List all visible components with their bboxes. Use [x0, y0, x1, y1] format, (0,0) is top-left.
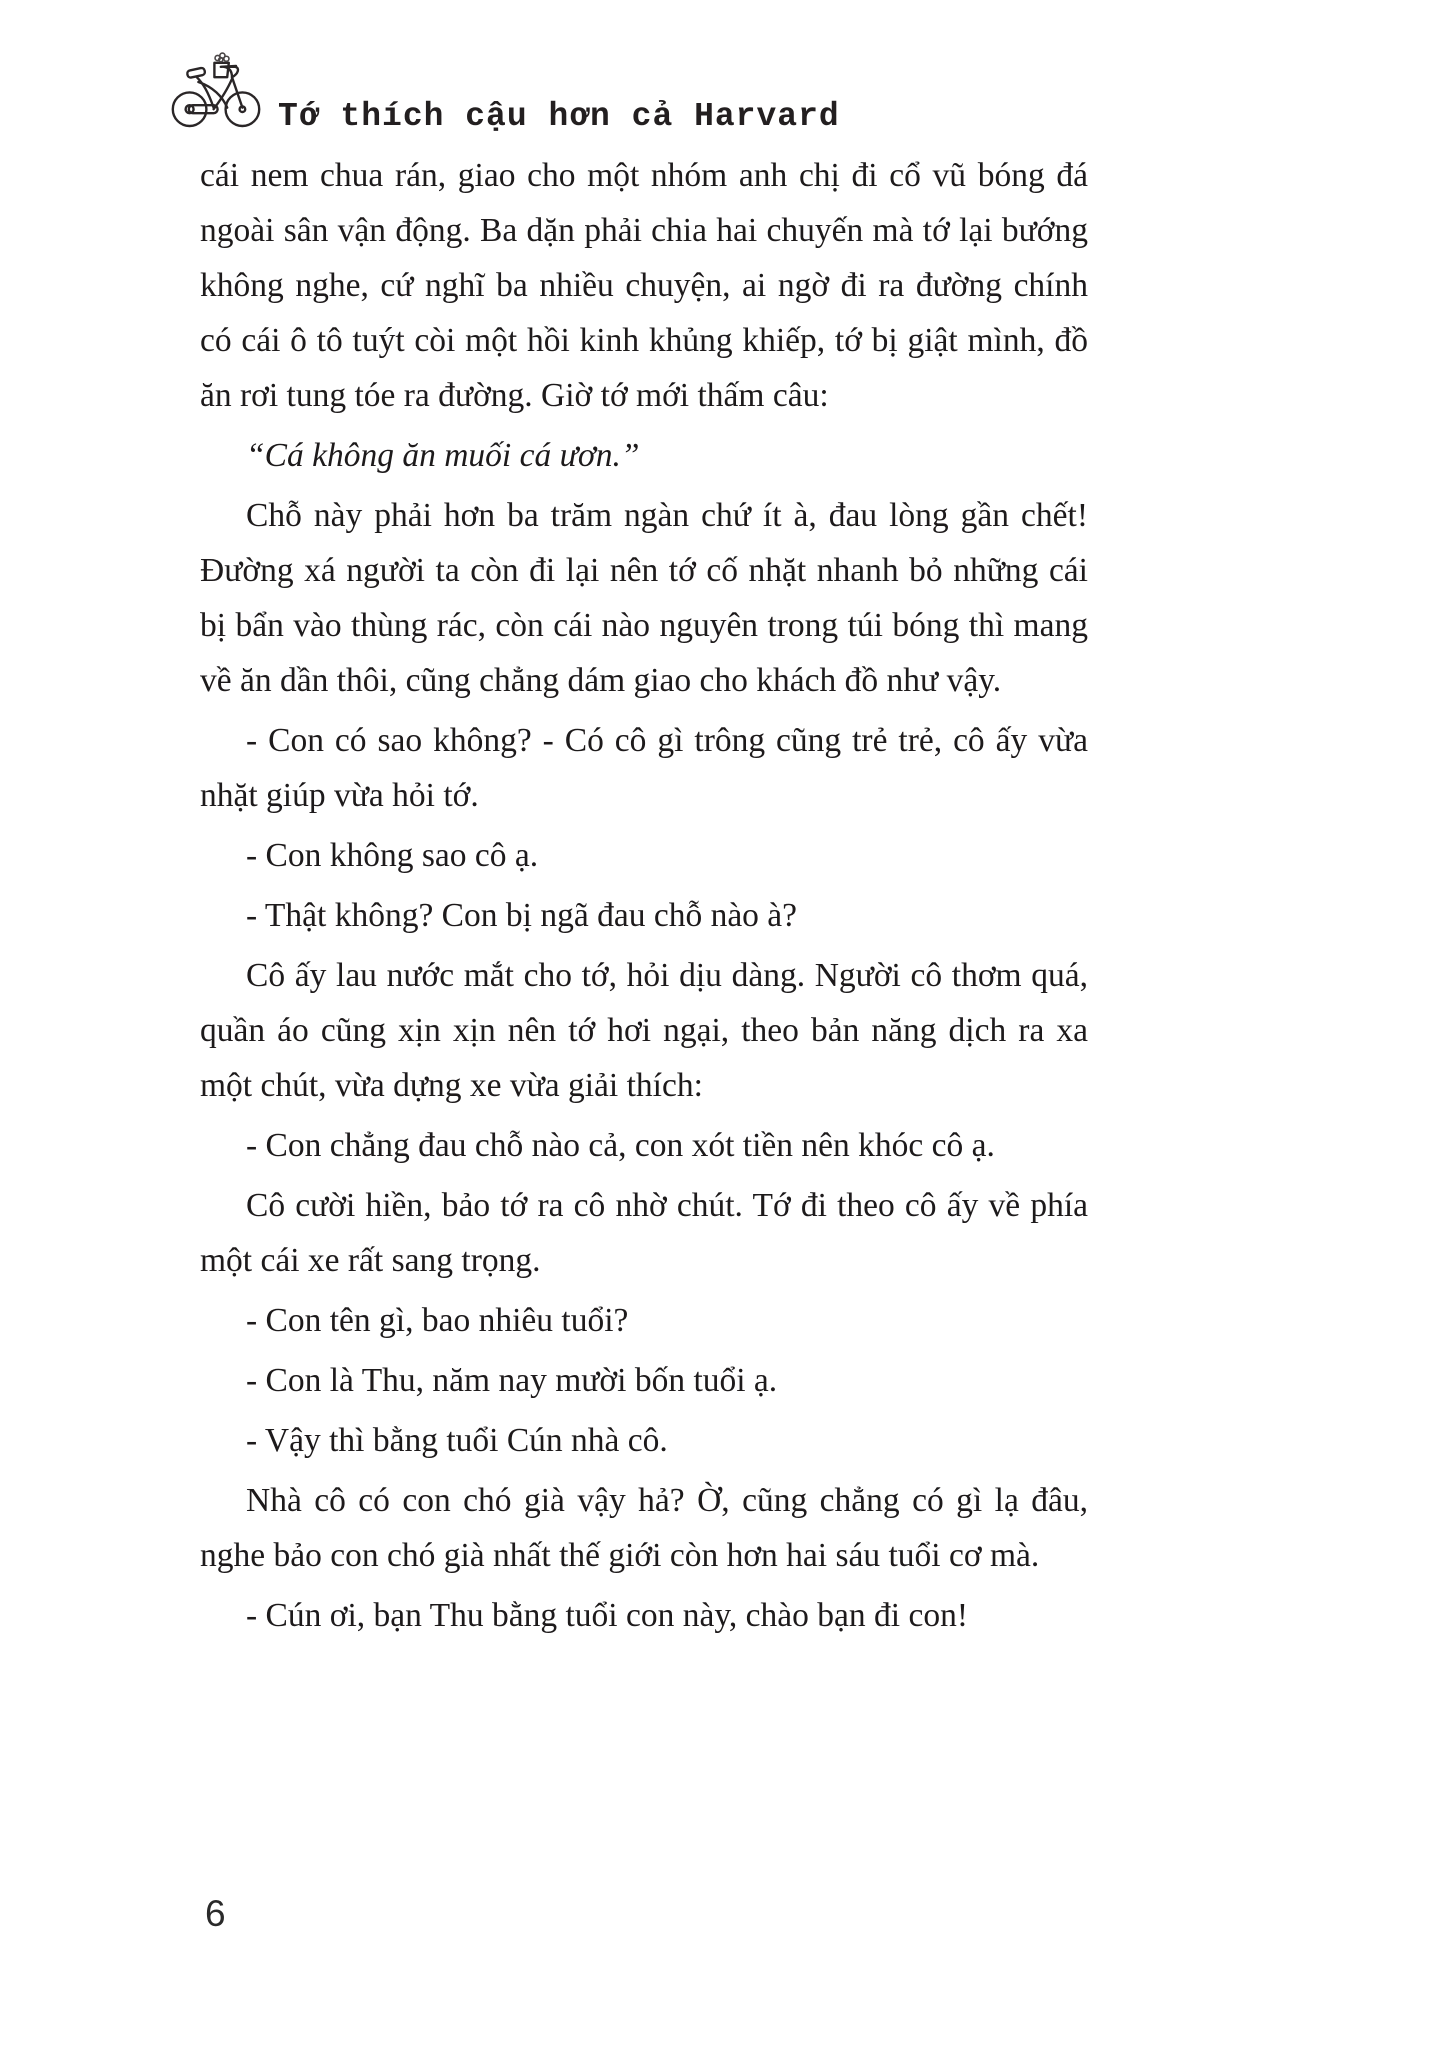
paragraph: - Cún ơi, bạn Thu bằng tuổi con này, chào bạn đi con! [246, 1597, 968, 1634]
page-header [168, 48, 840, 137]
paragraph: - Vậy thì bằng tuổi Cún nhà cô. [246, 1422, 668, 1459]
paragraph: “Cá không ăn muối cá ươn.” [246, 437, 640, 474]
paragraph: - Con là Thu, năm nay mười bốn tuổi ạ. [246, 1362, 778, 1399]
book-title: Tớ thích cậu hơn cả Harvard [278, 98, 840, 135]
paragraph: - Thật không? Con bị ngã đau chỗ nào à? [246, 897, 798, 934]
paragraph: Cô ấy lau nước mắt cho tớ, hỏi dịu dàng. Người cô thơm quá, quần áo cũng xịn xịn nên tớ hơi ngại, theo bản năng dịch ra xa một chút, vừa dựng xe vừa giải thích: [200, 957, 1088, 1104]
paragraph: Cô cười hiền, bảo tớ ra cô nhờ chút. Tớ đi theo cô ấy về phía một cái xe rất sang trọng. [200, 1187, 1088, 1279]
paragraph: cái nem chua rán, giao cho một nhóm anh chị đi cổ vũ bóng đá ngoài sân vận động. Ba dặn phải chia hai chuyến mà tớ lại bướng không nghe, cứ nghĩ ba nhiều chuyện, ai ngờ đi ra đường chính có cái ô tô tuýt còi một hồi kinh khủng khiếp, tớ bị giật mình, đồ ăn rơi tung tóe ra đường. Giờ tớ mới thấm câu: [200, 157, 1088, 414]
paragraph: Chỗ này phải hơn ba trăm ngàn chứ ít à, đau lòng gần chết! Đường xá người ta còn đi lại nên tớ cố nhặt nhanh bỏ những cái bị bẩn vào thùng rác, còn cái nào nguyên trong túi bóng thì mang về ăn dần thôi, cũng chẳng dám giao cho khách đồ như vậy. [200, 497, 1088, 699]
paragraph: - Con tên gì, bao nhiêu tuổi? [246, 1302, 629, 1339]
paragraph: Nhà cô có con chó già vậy hả? Ờ, cũng chẳng có gì lạ đâu, nghe bảo con chó già nhất thế giới còn hơn hai sáu tuổi cơ mà. [200, 1482, 1088, 1574]
paragraph: - Con có sao không? - Có cô gì trông cũng trẻ trẻ, cô ấy vừa nhặt giúp vừa hỏi tớ. [200, 722, 1088, 814]
bicycle-icon [168, 48, 264, 137]
page-number: 6 [205, 1893, 226, 1934]
paragraph: - Con không sao cô ạ. [246, 837, 539, 874]
paragraph: - Con chẳng đau chỗ nào cả, con xót tiền nên khóc cô ạ. [246, 1127, 995, 1164]
body-text [200, 148, 1088, 1648]
